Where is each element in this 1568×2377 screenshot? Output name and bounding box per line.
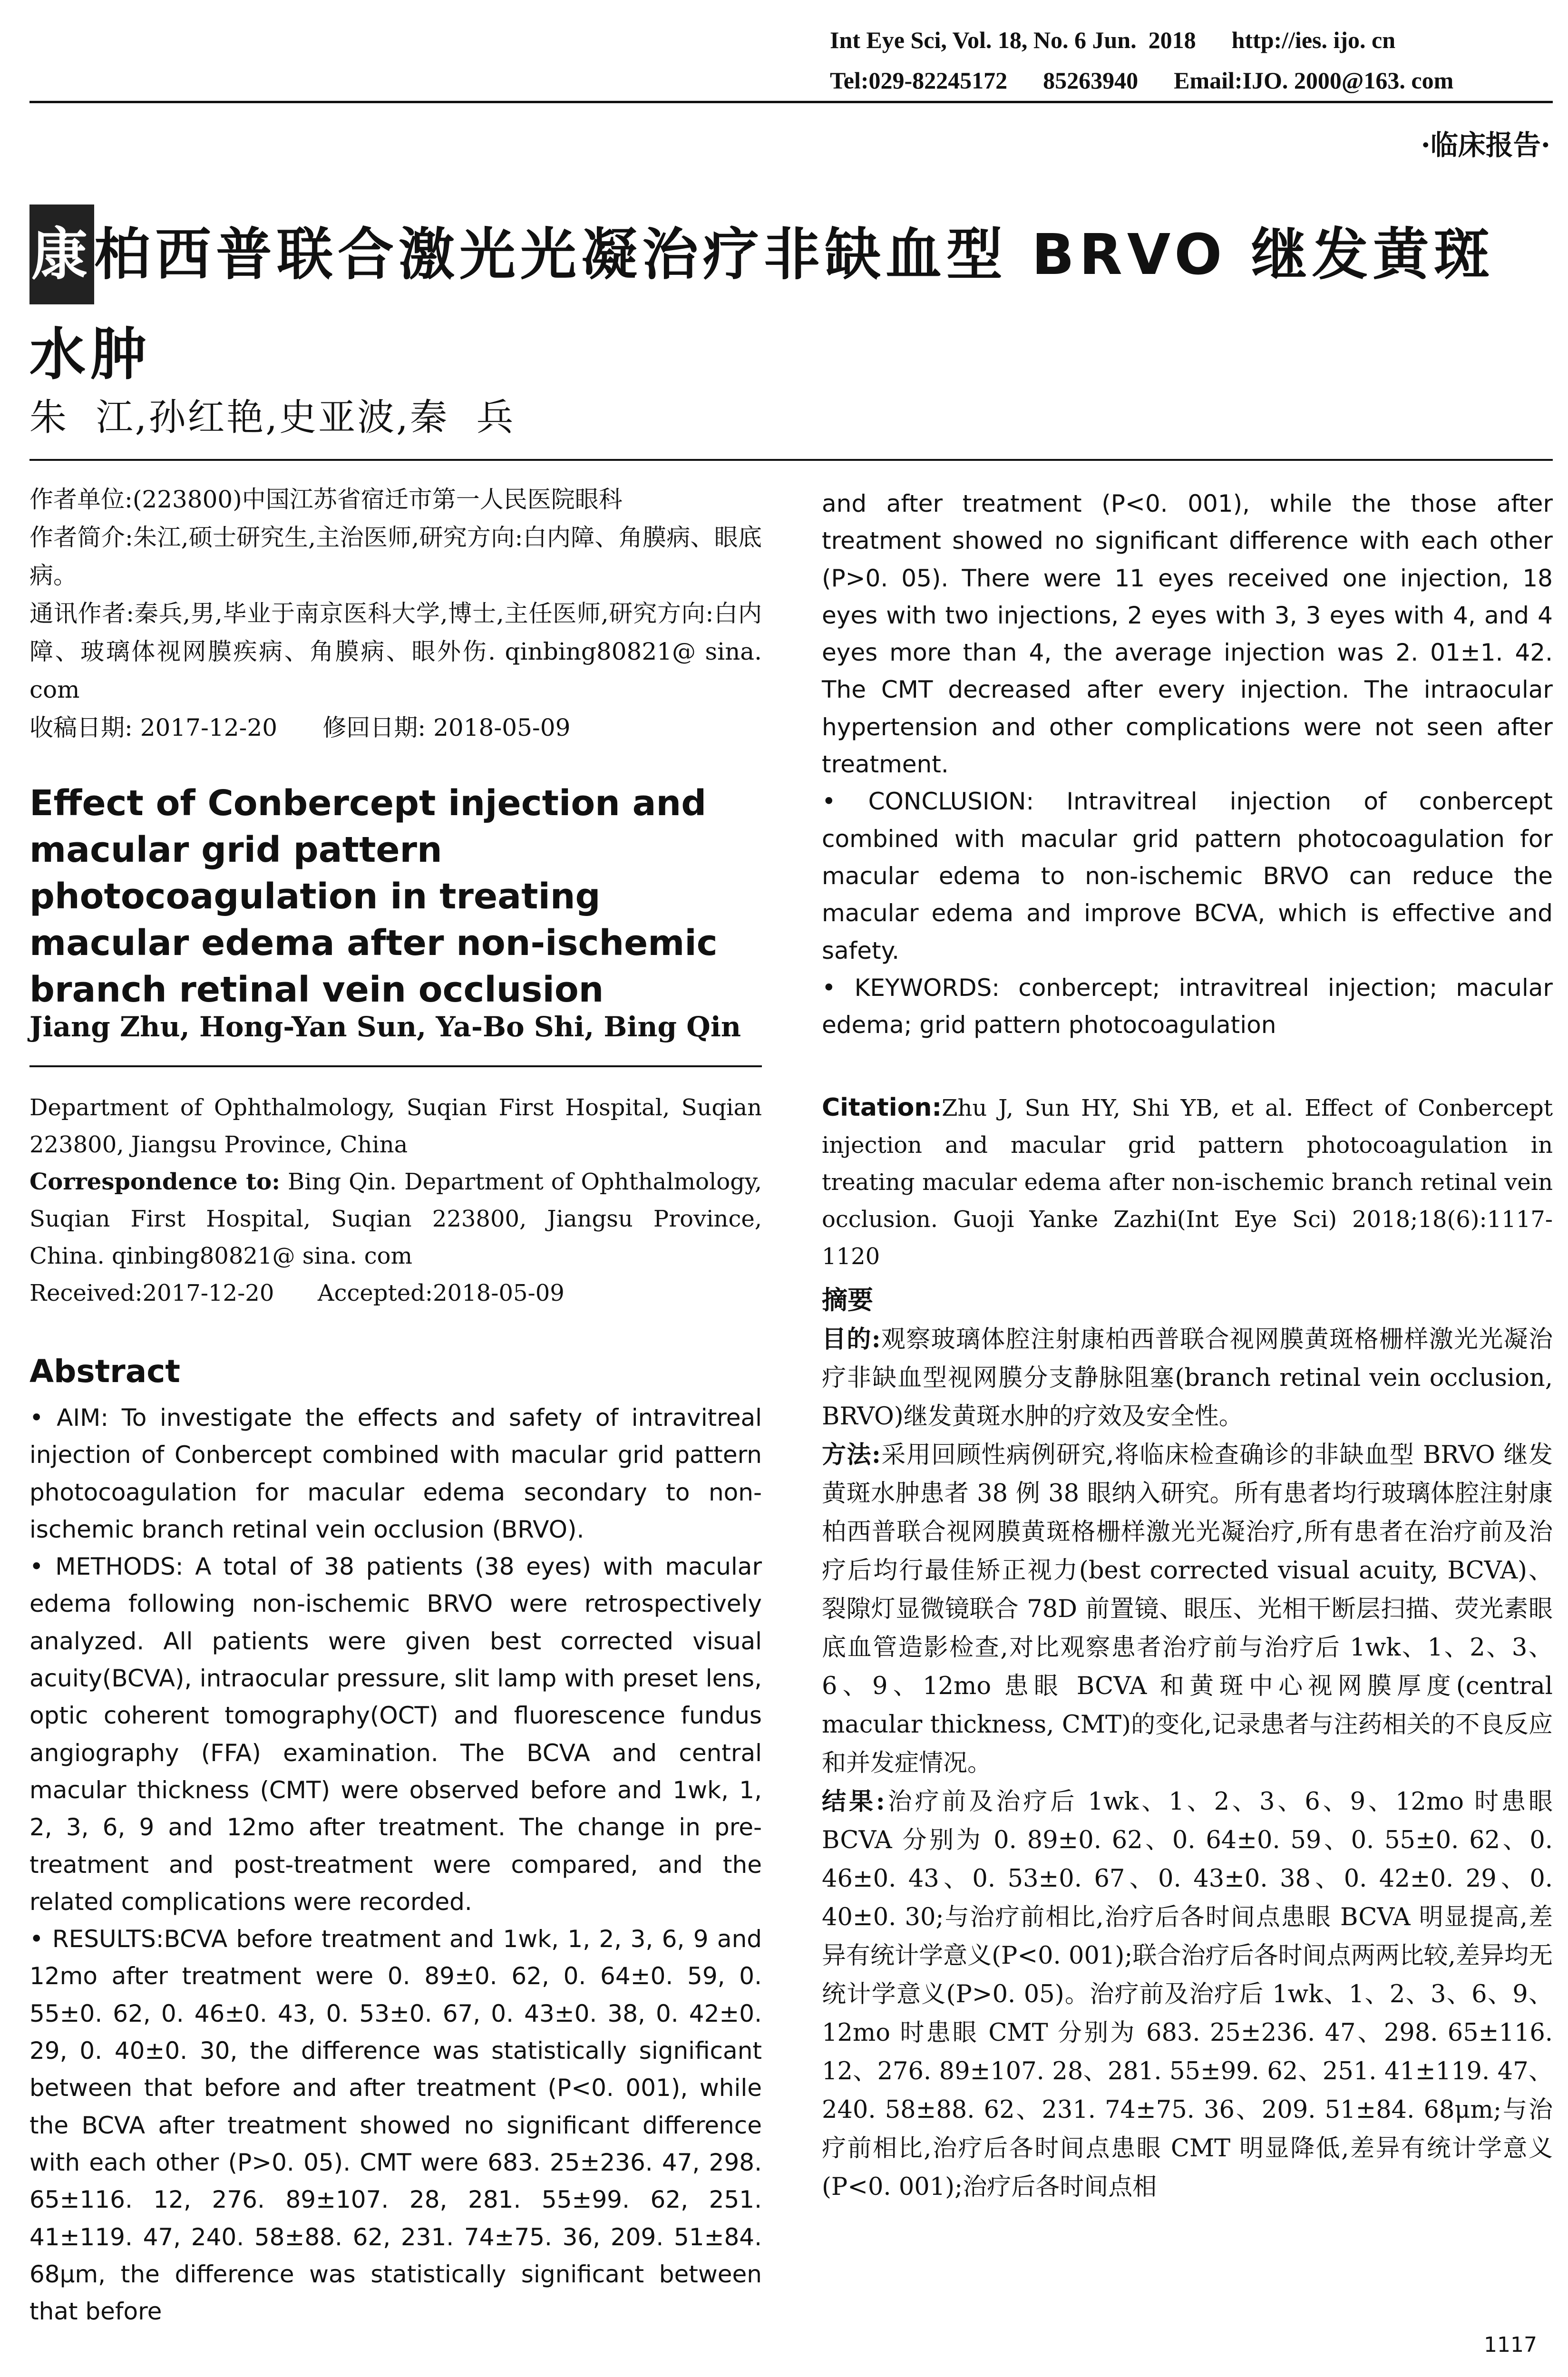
meta-dates: 收稿日期: 2017-12-20 修回日期: 2018-05-09 (29, 714, 571, 741)
abstract-cn-heading: 摘要 (822, 1285, 873, 1315)
title-rest: 柏西普联合激光光凝治疗非缺血型 BRVO 继发黄斑水肿 (29, 222, 1495, 387)
received-dates: Received:2017-12-20 Accepted:2018-05-09 (29, 1280, 565, 1306)
abstract-cn-methods-label: 方法: (822, 1441, 881, 1469)
meta-affiliation: 作者单位:(223800)中国江苏省宿迁市第一人民医院眼科 (29, 486, 623, 513)
abstract-body-continued (822, 485, 1553, 1043)
affiliation-text: Department of Ophthalmology, Suqian First Hospital, Suqian 223800, Jiangsu Province, China (29, 1094, 762, 1158)
meta-cn (29, 480, 762, 747)
abstract-heading: Abstract (29, 1353, 180, 1390)
abstract-cn-results-label: 结果: (822, 1787, 885, 1816)
abstract-methods: • METHODS: A total of 38 patients (38 eyes) with macular edema following non-ischemic BRVO were retrospectively analyzed. All patients were given best corrected visual acuity(BCVA), intraocular pressure, slit lamp with preset lens, optic coherent tomography(OCT) and fluorescence fundus angiography (FFA) examination. The BCVA and central macular thickness (CMT) were observed before and 1wk, 1, 2, 3, 6, 9 and 12mo after treatment. The change in pre-treatment and post-treatment were compared, and the related complications were recorded. (29, 1553, 762, 1916)
title-rule (29, 459, 1553, 461)
header-rule (29, 101, 1553, 103)
authors-rule (29, 1065, 762, 1067)
correspondence-text: Bing Qin. Department of Ophthalmology, Suqian First Hospital, Suqian 223800, Jiangsu Province, China. qinbing80821@ sina. com (29, 1169, 762, 1269)
abstract-aim: • AIM: To investigate the effects and safety of intravitreal injection of Conbercept combined with macular grid pattern photocoagulation for macular edema secondary to non-ischemic branch retinal vein occlusion (BRVO). (29, 1404, 762, 1543)
abstract-cn-aim-text: 观察玻璃体腔注射康柏西普联合视网膜黄斑格栅样激光光凝治疗非缺血型视网膜分支静脉阻塞(branch retinal vein occlusion, BRVO)继发黄斑水肿的疗效及安全性。 (822, 1325, 1553, 1431)
abstract-cn-methods-text: 采用回顾性病例研究,将临床检查确诊的非缺血型 BRVO 继发黄斑水肿患者 38 例 38 眼纳入研究。所有患者均行玻璃体腔注射康柏西普联合视网膜黄斑格栅样激光光凝治疗,所有患者在治疗前及治疗后均行最佳矫正视力(best corrected visual acuity, BCVA)、裂隙灯显微镜联合 78D 前置镜、眼压、光相干断层扫描、荧光素眼底血管造影检查,对比观察患者治疗前与治疗后 1wk、1、2、3、6、9、12mo 患眼 BCVA 和黄斑中心视网膜厚度(central macular thickness, CMT)的变化,记录患者与注药相关的不良反应和并发症情况。 (822, 1441, 1553, 1777)
abstract-cn-results-text: 治疗前及治疗后 1wk、1、2、3、6、9、12mo 时患眼 BCVA 分别为 0. 89±0. 62、0. 64±0. 59、0. 55±0. 62、0. 46±0. 43、0. 53±0. 67、0. 43±0. 38、0. 42±0. 29、0. 40±0. 30;与治疗前相比,治疗后各时间点患眼 BCVA 明显提高,差异有统计学意义(P<0. 001);联合治疗后各时间点两两比较,差异均无统计学意义(P>0. 05)。治疗前及治疗后 1wk、1、2、3、6、9、12mo 时患眼 CMT 分别为 683. 25±236. 47、298. 65±116. 12、276. 89±107. 28、281. 55±99. 62、251. 41±119. 47、240. 58±88. 62、231. 74±75. 36、209. 51±84. 68μm;与治疗前相比,治疗后各时间点患眼 CMT 明显降低,差异有统计学意义(P<0. 001);治疗后各时间点相 (822, 1788, 1553, 2201)
abstract-results: • RESULTS:BCVA before treatment and 1wk, 1, 2, 3, 6, 9 and 12mo after treatment were 0. 89±0. 62, 0. 64±0. 59, 0. 55±0. 62, 0. 46±0. 43, 0. 53±0. 67, 0. 43±0. 38, 0. 42±0. 29, 0. 40±0. 30, the difference was statistically significant between that before and after treatment (P<0. 001), while the BCVA after treatment showed no significant difference with each other (P>0. 05). CMT were 683. 25±236. 47, 298. 65±116. 12, 276. 89±107. 28, 281. 55±99. 62, 251. 41±119. 47, 240. 58±88. 62, 231. 74±75. 36, 209. 51±84. 68μm, the difference was statistically significant between that before (29, 1925, 762, 2326)
page-number: 1117 (1484, 2333, 1537, 2357)
meta-corresponding: 通讯作者:秦兵,男,毕业于南京医科大学,博士,主任医师,研究方向:白内障、玻璃体视网膜疾病、角膜病、眼外伤. qinbing80821@ sina. com (29, 600, 762, 703)
affiliation-en (29, 1089, 762, 1312)
section-tag: ·临床报告· (1421, 129, 1550, 161)
citation-text: Zhu J, Sun HY, Shi YB, et al. Effect of Conbercept injection and macular grid pattern photocoagulation in treating macular edema after non-ischemic branch retinal vein occlusion. Guoji Yanke Zazhi(Int Eye Sci) 2018;18(6):1117-1120 (822, 1095, 1553, 1270)
abstract-cn (822, 1279, 1553, 2206)
correspondence (29, 1163, 762, 1275)
authors-cn: 朱 江,孙红艳,史亚波,秦 兵 (29, 396, 516, 439)
article-title-en: Effect of Conbercept injection and macular grid pattern photocoagulation in treating macular edema after non-ischemic branch retinal vein occlusion (29, 783, 718, 1010)
article-title-cn (29, 205, 1551, 404)
abstract-conclusion: • CONCLUSION: Intravitreal injection of conbercept combined with macular grid pattern photocoagulation for macular edema to non-ischemic BRVO can reduce the macular edema and improve BCVA, which is effective and safety. (822, 788, 1553, 964)
abstract-cn-aim (822, 1320, 1553, 1436)
abstract-cn-methods (822, 1436, 1553, 1783)
citation-label: Citation: (822, 1093, 942, 1122)
journal-header-line2: Tel:029-82245172 85263940 Email:IJO. 2000@163. com (830, 67, 1454, 94)
journal-header-line1: Int Eye Sci, Vol. 18, No. 6 Jun. 2018 http://ies. ijo. cn (830, 27, 1396, 53)
abstract-results-cont: and after treatment (P<0. 001), while the those after treatment showed no significant difference with each other (P>0. 05). There were 11 eyes received one injection, 18 eyes with two injections, 2 eyes with 3, 3 eyes with 4, and 4 eyes more than 4, the average injection was 2. 01±1. 42. The CMT decreased after every injection. The intraocular hypertension and other complications were not seen after treatment. (822, 490, 1553, 779)
meta-author-intro: 作者简介:朱江,硕士研究生,主治医师,研究方向:白内障、角膜病、眼底病。 (29, 524, 762, 589)
citation (822, 1089, 1553, 1275)
authors-en: Jiang Zhu, Hong-Yan Sun, Ya-Bo Shi, Bing Qin (29, 1011, 741, 1043)
abstract-cn-results (822, 1783, 1553, 2206)
correspondence-label: Correspondence to: (29, 1169, 280, 1195)
abstract-keywords: • KEYWORDS: conbercept; intravitreal injection; macular edema; grid pattern photocoagulation (822, 974, 1553, 1039)
abstract-body (29, 1399, 762, 2330)
abstract-cn-aim-label: 目的: (822, 1325, 881, 1354)
title-first-char: 康 (29, 205, 94, 304)
